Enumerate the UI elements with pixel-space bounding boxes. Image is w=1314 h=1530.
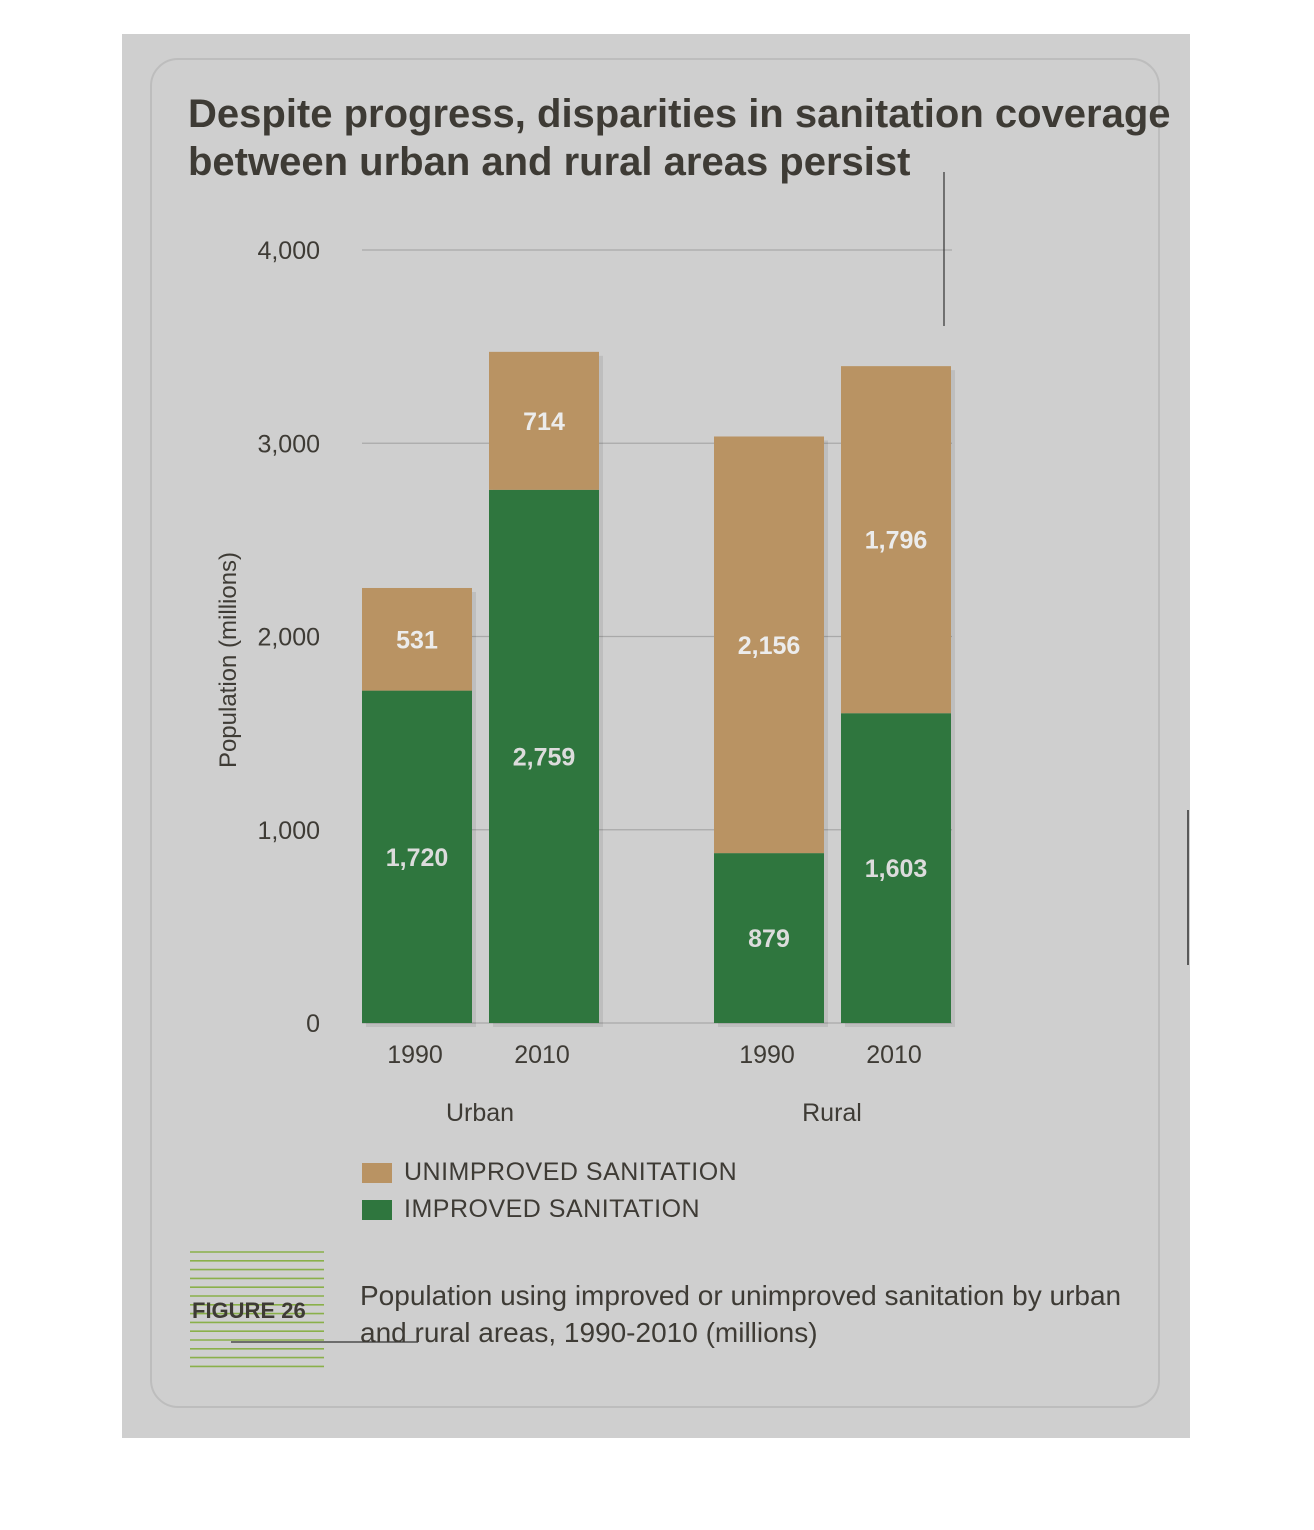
x-tick-label: 2010 — [866, 1041, 922, 1069]
legend-item-improved — [362, 1195, 700, 1224]
legend-swatch-unimproved — [362, 1163, 392, 1183]
y-tick-label: 4,000 — [257, 237, 320, 265]
y-axis-label: Population (millions) — [215, 551, 242, 769]
data-label-improved: 2,759 — [512, 743, 576, 772]
legend-swatch-improved — [362, 1200, 392, 1220]
figure-label: FIGURE 26 — [192, 1298, 306, 1323]
data-label-improved: 879 — [748, 925, 790, 954]
data-label-unimproved: 714 — [523, 407, 565, 436]
group-label: Urban — [445, 1099, 515, 1127]
chart-title: Despite progress, disparities in sanitation coverage between urban and rural areas persist — [188, 92, 1171, 184]
figure-caption: Population using improved or unimproved sanitation by urban and rural areas, 1990-2010 (millions) — [360, 1280, 1122, 1348]
y-tick-label: 1,000 — [257, 816, 320, 845]
y-tick-label: 3,000 — [257, 430, 320, 459]
legend-item-unimproved — [362, 1158, 737, 1187]
data-label-unimproved: 531 — [396, 626, 438, 655]
x-tick-label: 1990 — [387, 1041, 443, 1069]
legend-label-unimproved: UNIMPROVED SANITATION — [404, 1158, 738, 1186]
x-tick-label: 1990 — [739, 1041, 795, 1069]
group-label: Rural — [802, 1099, 862, 1127]
x-axis — [387, 1041, 922, 1127]
legend-label-improved: IMPROVED SANITATION — [404, 1195, 701, 1223]
bars — [362, 352, 955, 1027]
y-tick-label: 0 — [306, 1010, 320, 1038]
x-tick-label: 2010 — [514, 1041, 570, 1069]
data-label-unimproved: 1,796 — [864, 526, 928, 555]
y-axis — [257, 237, 320, 1038]
data-label-improved: 1,603 — [864, 855, 928, 884]
y-axis-label-group — [215, 552, 242, 768]
data-label-unimproved: 2,156 — [737, 631, 801, 660]
y-tick-label: 2,000 — [257, 623, 320, 652]
data-label-improved: 1,720 — [385, 843, 449, 872]
